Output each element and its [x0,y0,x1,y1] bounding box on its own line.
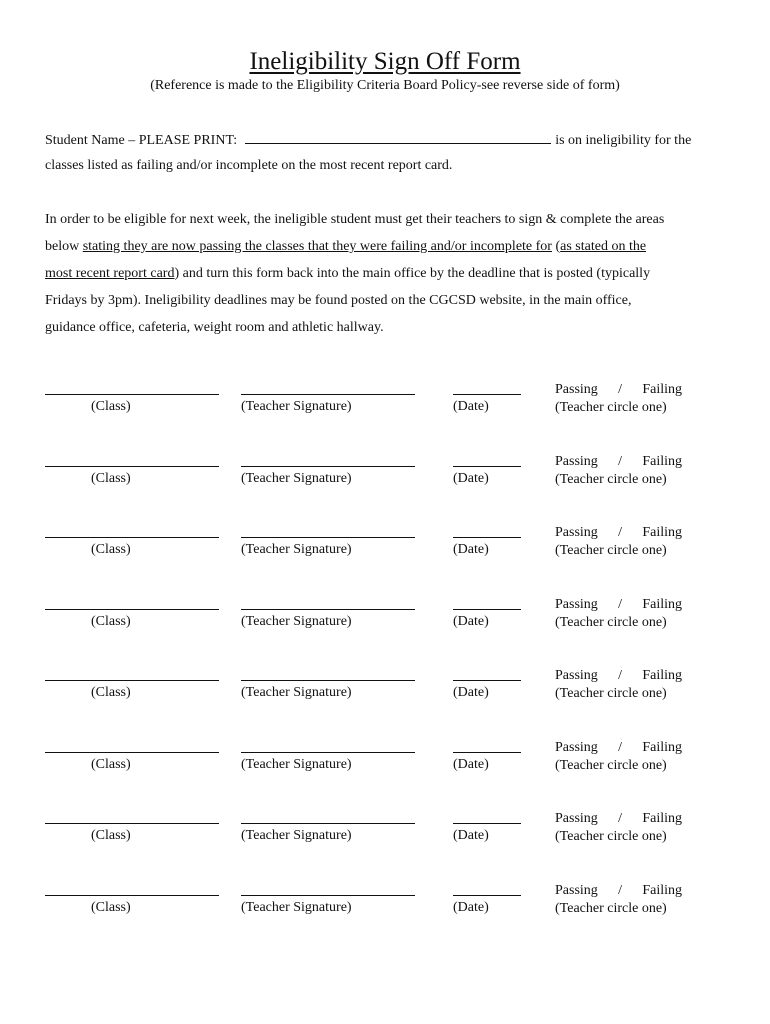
signoff-rows [0,380,770,952]
passing-option[interactable]: Passing [555,596,598,612]
class-caption: (Class) [91,899,131,915]
signoff-row [0,738,770,810]
circle-one-caption: (Teacher circle one) [555,829,667,844]
signoff-row [0,452,770,524]
date-caption: (Date) [453,828,489,843]
teacher-signature-field[interactable] [241,680,415,681]
student-name-suffix: is on ineligibility for the [555,133,692,148]
option-separator: / [618,668,622,683]
signoff-row [0,809,770,881]
class-caption: (Class) [91,685,131,700]
passing-failing-choice [555,667,682,703]
teacher-signature-caption: (Teacher Signature) [241,399,352,414]
date-field[interactable] [453,823,521,824]
class-caption: (Class) [91,542,131,557]
teacher-signature-field[interactable] [241,537,415,538]
circle-one-caption: (Teacher circle one) [555,614,667,630]
class-caption: (Class) [91,399,131,414]
passing-option[interactable]: Passing [555,811,598,826]
instructions-underlined-text: most recent report card [45,266,175,281]
failing-option[interactable]: Failing [642,453,682,469]
form-subtitle: (Reference is made to the Eligibility Criteria Board Policy-see reverse side of form) [150,78,620,93]
failing-option[interactable]: Failing [642,811,682,826]
passing-failing-choice [555,596,682,632]
teacher-signature-caption: (Teacher Signature) [241,828,352,843]
class-caption: (Class) [91,828,131,843]
date-field[interactable] [453,752,521,753]
failing-option[interactable]: Failing [642,668,682,683]
date-field[interactable] [453,466,521,467]
date-caption: (Date) [453,470,489,486]
passing-failing-choice [555,739,682,775]
form-title: Ineligibility Sign Off Form [249,48,521,75]
teacher-signature-field[interactable] [241,466,415,467]
failing-option[interactable]: Failing [642,382,682,397]
instructions-underlined-text: as stated on the [560,239,647,254]
circle-one-caption: (Teacher circle one) [555,471,667,487]
class-field[interactable] [45,466,219,467]
date-field[interactable] [453,895,521,896]
instructions-line-1: In order to be eligible for next week, the ineligible student must get their teachers to sign & complete the areas [45,212,665,227]
failing-option[interactable]: Failing [642,525,682,540]
teacher-signature-field[interactable] [241,609,415,610]
teacher-signature-caption: (Teacher Signature) [241,899,352,915]
option-separator: / [618,882,622,898]
class-field[interactable] [45,680,219,681]
class-field[interactable] [45,537,219,538]
signoff-row [0,380,770,452]
date-field[interactable] [453,680,521,681]
teacher-signature-caption: (Teacher Signature) [241,613,352,629]
teacher-signature-caption: (Teacher Signature) [241,685,352,700]
date-caption: (Date) [453,399,489,414]
instructions-text: ) and turn this form back into the main office by the deadline that is posted (typically [174,266,651,281]
option-separator: / [618,525,622,540]
signoff-row [0,881,770,953]
date-field[interactable] [453,609,521,610]
failing-option[interactable]: Failing [642,739,682,755]
circle-one-caption: (Teacher circle one) [555,400,667,415]
class-field[interactable] [45,752,219,753]
student-name-label: Student Name – PLEASE PRINT: [45,133,238,148]
instructions-line-3 [45,266,650,282]
teacher-signature-field[interactable] [241,823,415,824]
failing-option[interactable]: Failing [642,596,682,612]
class-field[interactable] [45,895,219,896]
passing-failing-choice [555,453,682,489]
circle-one-caption: (Teacher circle one) [555,900,667,916]
instructions-line-4: Fridays by 3pm). Ineligibility deadlines may be found posted on the CGCSD website, in the main office, [45,293,632,308]
signoff-row [0,595,770,667]
passing-failing-choice [555,381,682,417]
date-caption: (Date) [453,613,489,629]
passing-option[interactable]: Passing [555,739,598,755]
passing-failing-choice [555,810,682,846]
passing-option[interactable]: Passing [555,882,598,898]
instructions-underlined-text: stating they are now passing the classes that they were failing and/or incomplete for [82,239,552,254]
student-name-continuation: classes listed as failing and/or incomplete on the most recent report card. [45,158,453,173]
teacher-signature-field[interactable] [241,895,415,896]
instructions-line-2 [45,239,646,255]
class-caption: (Class) [91,613,131,629]
class-caption: (Class) [91,470,131,486]
class-field[interactable] [45,609,219,610]
date-caption: (Date) [453,542,489,557]
passing-option[interactable]: Passing [555,525,598,540]
date-field[interactable] [453,394,521,395]
option-separator: / [618,453,622,469]
teacher-signature-caption: (Teacher Signature) [241,756,352,772]
teacher-signature-field[interactable] [241,394,415,395]
signoff-row [0,523,770,595]
class-caption: (Class) [91,756,131,772]
student-name-field[interactable] [245,131,551,144]
passing-option[interactable]: Passing [555,453,598,469]
signoff-row [0,666,770,738]
passing-failing-choice [555,524,682,560]
failing-option[interactable]: Failing [642,882,682,898]
circle-one-caption: (Teacher circle one) [555,757,667,773]
date-caption: (Date) [453,685,489,700]
passing-option[interactable]: Passing [555,668,598,683]
student-name-line [45,131,735,149]
teacher-signature-caption: (Teacher Signature) [241,470,352,486]
passing-failing-choice [555,882,682,918]
date-caption: (Date) [453,756,489,772]
passing-option[interactable]: Passing [555,382,598,397]
option-separator: / [618,739,622,755]
date-field[interactable] [453,537,521,538]
circle-one-caption: (Teacher circle one) [555,686,667,701]
teacher-signature-caption: (Teacher Signature) [241,542,352,557]
option-separator: / [618,382,622,397]
date-caption: (Date) [453,899,489,915]
circle-one-caption: (Teacher circle one) [555,543,667,558]
instructions-text: ( [551,239,561,254]
class-field[interactable] [45,394,219,395]
teacher-signature-field[interactable] [241,752,415,753]
instructions-line-5: guidance office, cafeteria, weight room and athletic hallway. [45,320,384,335]
option-separator: / [618,596,622,612]
option-separator: / [618,811,622,826]
class-field[interactable] [45,823,219,824]
instructions-text: below [45,239,83,254]
